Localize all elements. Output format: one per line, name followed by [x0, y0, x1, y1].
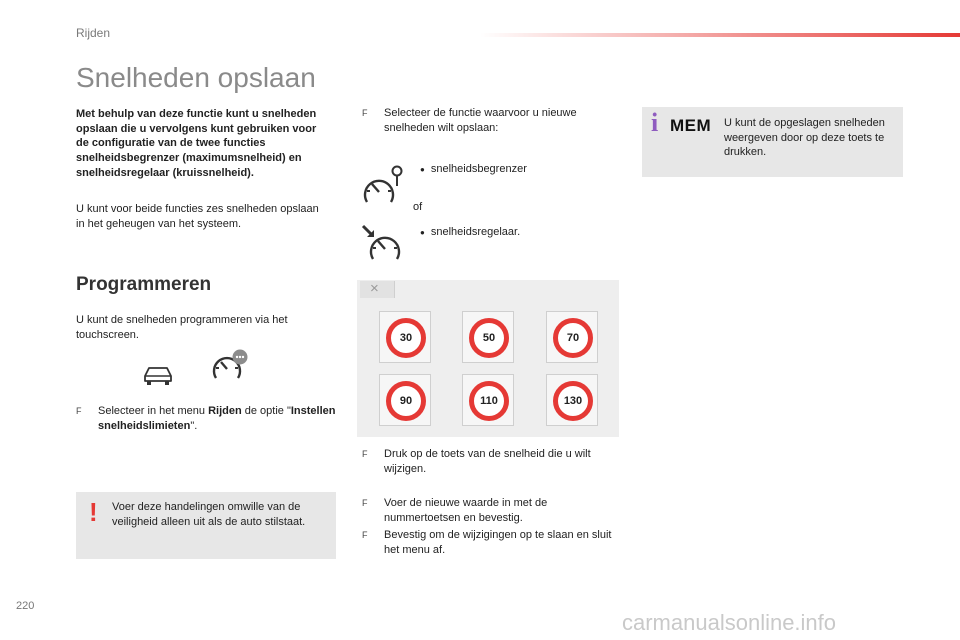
programmeren-text: U kunt de snelheden programmeren via het touchscreen.	[76, 314, 288, 341]
step-text-middle: de optie "	[241, 405, 291, 417]
speedometer-settings-icon	[210, 348, 250, 384]
step-bullet: F	[362, 498, 368, 508]
close-icon[interactable]: ×	[370, 280, 379, 297]
step-text-before: Selecteer in het menu	[98, 405, 209, 417]
choice-dot: ●	[420, 165, 425, 174]
step-bullet: F	[76, 406, 82, 416]
speed-button-70[interactable]	[546, 311, 598, 363]
speed-sign-icon: 70	[553, 318, 593, 358]
watermark: carmanualsonline.info	[622, 610, 837, 635]
step-confirm	[362, 528, 617, 557]
cruise-control-icon	[360, 223, 406, 265]
step-bullet: F	[362, 449, 368, 459]
speed-sign-icon: 130	[553, 381, 593, 421]
choice-limiter	[420, 163, 527, 175]
step-select-function	[362, 106, 612, 135]
header-accent-bar	[480, 33, 960, 37]
speed-button-90[interactable]	[379, 374, 431, 426]
page-title: Snelheden opslaan	[76, 62, 316, 93]
step-text: Druk op de toets van de snelheid die u wilt wijzigen.	[384, 448, 591, 475]
step-text-after: ".	[190, 419, 198, 432]
speed-sign-icon: 30	[386, 318, 426, 358]
speed-sign-icon: 90	[386, 381, 426, 421]
step-enter-value	[362, 496, 617, 525]
step-bullet: F	[362, 530, 368, 540]
speed-sign-icon: 50	[469, 318, 509, 358]
mem-button-label: MEM	[670, 116, 712, 135]
choice-cruise-label: snelheidsregelaar.	[430, 226, 521, 238]
speed-button-50[interactable]	[462, 311, 514, 363]
section-label: Rijden	[76, 26, 111, 40]
info-icon: i	[651, 108, 659, 137]
step-press-speed	[362, 447, 617, 476]
programmeren-heading: Programmeren	[76, 274, 212, 295]
warning-icon: !	[89, 497, 98, 527]
warning-text: Voer deze handelingen omwille van de veiligheid alleen uit als de auto stilstaat.	[112, 501, 306, 528]
choice-dot: ●	[420, 228, 425, 237]
page-number: 220	[16, 600, 35, 612]
speed-button-130[interactable]	[546, 374, 598, 426]
intro-text: U kunt voor beide functies zes snelheden opslaan in het geheugen van het systeem.	[76, 203, 319, 230]
speed-button-30[interactable]	[379, 311, 431, 363]
menu-name: Rijden	[208, 405, 242, 417]
car-icon	[142, 364, 174, 386]
speed-button-110[interactable]	[462, 374, 514, 426]
step-select-menu	[76, 404, 336, 433]
step-text: Selecteer de functie waarvoor u nieuwe snelheden wilt opslaan:	[384, 107, 577, 134]
choice-cruise	[420, 226, 520, 238]
step-text: Voer de nieuwe waarde in met de nummertoetsen en bevestig.	[384, 497, 548, 524]
or-text: of	[413, 201, 423, 213]
choice-limiter-label: snelheidsbegrenzer	[430, 163, 527, 175]
step-text: Bevestig om de wijzigingen op te slaan en sluit het menu af.	[384, 529, 612, 556]
speed-limiter-icon	[360, 164, 406, 208]
intro-bold-text: Met behulp van deze functie kunt u snelheden opslaan die u vervolgens kunt gebruiken voor de configuratie van de twee functies snelheidsbegrenzer (maximumsnelheid) en snelheidsregelaar (kruissnelheid).	[76, 108, 317, 179]
option-name: Instellen snelheidslimieten	[98, 405, 336, 432]
step-bullet: F	[362, 108, 368, 118]
speed-sign-icon: 110	[469, 381, 509, 421]
info-text: U kunt de opgeslagen snelheden weergeven door op deze toets te drukken.	[724, 117, 885, 159]
